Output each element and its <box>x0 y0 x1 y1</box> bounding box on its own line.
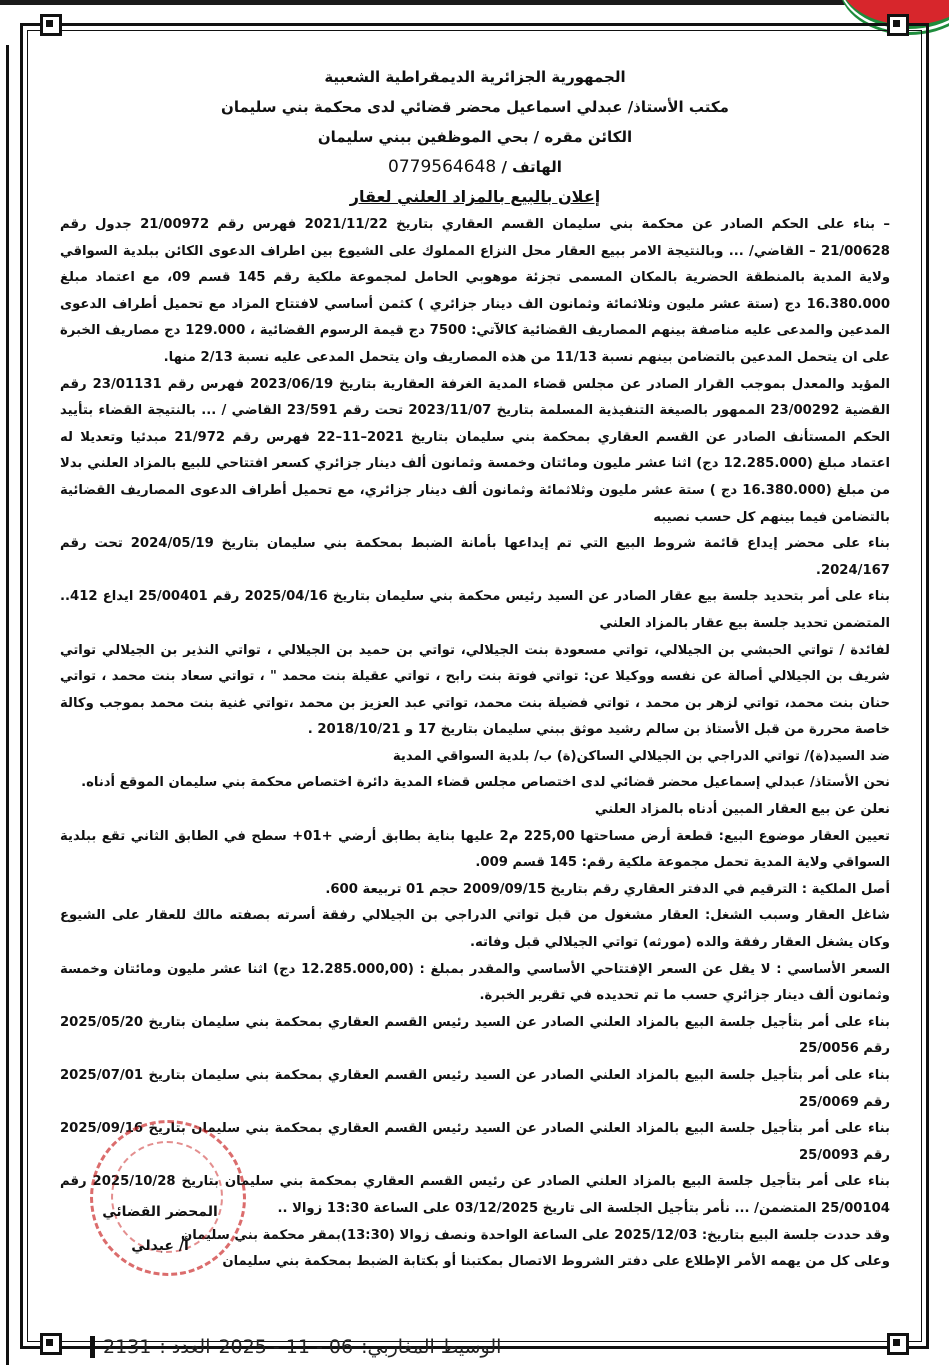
paragraph-bailiff: نحن الأستاذ/ عبدلي إسماعيل محضر قضائي لدى اختصاص مجلس قضاء المدية دائرة اختصاص محكمة بني سليمان الموقع أدناه. <box>81 775 890 791</box>
paragraph-base-price: السعر الأساسي : لا يقل عن السعر الإفتتاحي الأساسي والمقدر بمبلغ : (12.285.000,00 دج) اثنا عشر مليون ومائتان وخمسة وثمانون ألف دينار جزائري حسب ما تم تحديده في تقرير الخبرة. <box>60 961 890 1004</box>
phone-label: الهاتف / <box>501 158 562 176</box>
signature-name: أ/ عبدلي <box>131 1238 189 1254</box>
frame-corner-icon <box>40 14 62 36</box>
newspaper-footer <box>90 1336 501 1358</box>
phone-number: 0779564648 <box>388 157 497 177</box>
left-page-strip <box>0 45 9 1365</box>
frame-corner-icon <box>887 14 909 36</box>
paragraph-conditions-deposit: بناء على محضر إيداع قائمة شروط البيع التي تم إيداعها بأمانة الضبط بمحكمة بني سليمان بتاريخ 2024/05/19 تحت رقم 2024/167. <box>60 536 890 578</box>
paragraph-property: تعيين العقار موضوع البيع: قطعة أرض مساحتها 225,00 م2 عليها بناية بطابق أرضي +01+ سطح في الطابق الثاني تقع ببلدية السواقي ولاية المدية تحمل مجموعة ملكية رقم: 145 قسم 009. <box>60 828 890 871</box>
notice-title: إعلان بالبيع بالمزاد العلني لعقار <box>349 187 601 206</box>
paragraph-postponement-3: بناء على أمر بتأجيل جلسة البيع بالمزاد العلني الصادر عن السيد رئيس القسم العقاري بمحكمة بني سليمان بتاريخ 2025/09/16 رقم 25/0093 <box>60 1121 890 1163</box>
frame-corner-icon <box>887 1333 909 1355</box>
paragraph-against: ضد السيد(ة)/ تواتي الدراجي بن الجيلالي الساكن(ة) ب/ بلدية السواقي المدية <box>392 748 890 764</box>
newspaper-name: الوسيط المغاربي: <box>361 1336 502 1358</box>
signature-role: المحضر القضائي <box>102 1204 218 1220</box>
address-line: الكائن مقره / بحي الموظفين ببني سليمان <box>317 128 633 146</box>
paragraph-postponement-4: بناء على أمر بتأجيل جلسة البيع بالمزاد العلني الصادر عن رئيس القسم العقاري بمحكمة بني سليمان بتاريخ 2025/10/28 رقم 25/00104 المتضمن/ ... نأمر بتأجيل الجلسة الى تاريخ 03/12/2025 على الساعة 13:30 زوالا .. <box>60 1174 890 1216</box>
publication-date: 06 - 11 - 2025 <box>218 1336 354 1358</box>
paragraph-judgment: – بناء على الحكم الصادر عن محكمة بني سليمان القسم العقاري بتاريخ 2021/11/22 فهرس رقم 21/00972 جدول رقم 21/00628 – القاضي/ ... وبالنتيجة الامر ببيع العقار محل النزاع المملوك على الشيوع بين اطراف الدعوى الكائن ببلدية السواقي ولاية المدية بالمنطقة الحضرية بالمكان المسمى تجزئة موهوبي الحامل لمجموعة ملكية رقم 145 قسم 09، مع اعتماد مبلغ 16.380.000 دج (ستة عشر مليون وثلاثمائة وثمانون الف دينار جزائري ) كثمن أساسي لافتتاح المزاد مع تحميل أطراف الدعوى المدعين والمدعى عليه مناصفة بينهم المصاريف القضائية كالآتي: 7500 دج قيمة الرسوم القضائية ، 129.000 دج مصاريف الخبرة على ان يتحمل المدعين بالتضامن بينهم نسبة 11/13 من هذه المصاريف وان يتحمل المدعى عليه نسبة 2/13 منها. <box>60 217 891 365</box>
top-border-bar <box>0 0 949 5</box>
phone-line <box>60 152 890 182</box>
issue-label: العدد : <box>159 1336 211 1358</box>
footer-divider <box>90 1336 95 1358</box>
frame-corner-icon <box>40 1333 62 1355</box>
paragraph-ownership: أصل الملكية : الترقيم في الدفتر العقاري رقم بتاريخ 2009/09/15 حجم 01 تربيعة 600. <box>325 881 890 897</box>
paragraph-beneficiaries: لفائدة / تواتي الحبشي بن الجيلالي، تواتي مسعودة بنت الجيلالي، تواتي بن حميد بن الجيلالي ، تواتي النذير بن الجيلالي تواتي شريف بن الجيلالي أصالة عن نفسه ووكيلا عن: تواتي فوتة بنت رابح ، تواتي عقيلة بنت محمد " ، تواتي سعاد بنت محمد ، تواتي حنان بنت محمد، تواتي لزهر بن محمد ، تواتي فضيلة بنت محمد، تواتي عبد العزيز بن محمد ،تواتي غنية بنت محمد بموجب وكالة خاصة محررة من قبل الأستاذ بن سالم رشيد موثق ببني سليمان بتاريخ 17 و 2018/10/21 . <box>60 642 890 738</box>
notice-content <box>60 62 890 1276</box>
office-line: مكتب الأستاذ/ عبدلي اسماعيل محضر قضائي لدى محكمة بني سليمان <box>221 98 729 116</box>
paragraph-occupant: شاغل العقار وسبب الشغل: العقار مشغول من قبل تواتي الدراجي بن الجيلالي رفقة أسرته بصفته مالك للعقار على الشيوع وكان يشغل العقار رفقة والده (مورثه) تواتي الجيلالي قبل وفاته. <box>60 908 890 951</box>
signature-block <box>95 1195 225 1263</box>
paragraph-postponement-2: بناء على أمر بتأجيل جلسة البيع بالمزاد العلني الصادر عن السيد رئيس القسم العقاري بمحكمة بني سليمان بتاريخ 2025/07/01 رقم 25/0069 <box>60 1068 890 1110</box>
republic-heading: الجمهورية الجزائرية الديمقراطية الشعبية <box>324 68 626 86</box>
paragraph-appeal-decision: المؤيد والمعدل بموجب القرار الصادر عن مجلس قضاء المدية الغرفة العقارية بتاريخ 2023/06/19 فهرس رقم 23/01131 رقم القضية 23/00292 الممهور بالصيغة التنفيذية المسلمة بتاريخ 2023/11/07 تحت رقم 23/591 القاضي / ... بالنتيجة القضاء بتأييد الحكم المستأنف الصادر عن القسم العقاري بمحكمة بني سليمان بتاريخ 2021–11–22 فهرس رقم 21/972 مبدئيا وتعديلا له اعتماد مبلغ (12.285.000 دج) اثنا عشر مليون ومائتان وخمسة وثمانون ألف دينار جزائري كسعر افتتاحي للبيع بالمزاد العلني بدلا من مبلغ (16.380.000 دج ) ستة عشر مليون وثلاثمائة وثمانون ألف دينار جزائري، مع تحميل أطراف الدعوى المصاريف القضائية بالتضامن فيما بينهم كل حسب نصيبه <box>60 376 891 525</box>
paragraph-postponement-1: بناء على أمر بتأجيل جلسة البيع بالمزاد العلني الصادر عن السيد رئيس القسم العقاري بمحكمة بني سليمان بتاريخ 2025/05/20 رقم 25/0056 <box>60 1014 890 1057</box>
paragraph-inspection: وعلى كل من يهمه الأمر الإطلاع على دفتر الشروط الاتصال بمكتبنا أو بكتابة الضبط بمحكمة بني سليمان <box>222 1254 890 1270</box>
paragraph-session-order: بناء على أمر بتحديد جلسة بيع عقار الصادر عن السيد رئيس محكمة بني سليمان بتاريخ 2025/04/16 رقم 25/00401 ايداع 412.. المتضمن تحديد جلسة بيع عقار بالمزاد العلني <box>60 589 890 631</box>
paragraph-announce: نعلن عن بيع العقار المبين أدناه بالمزاد العلني <box>594 802 890 818</box>
paragraph-sale-date: وقد حددت جلسة البيع بتاريخ: 2025/12/03 على الساعة الواحدة ونصف زوالا (13:30)بمقر محكمة بني سليمان <box>181 1227 890 1243</box>
issue-number: 2131 <box>103 1336 152 1358</box>
